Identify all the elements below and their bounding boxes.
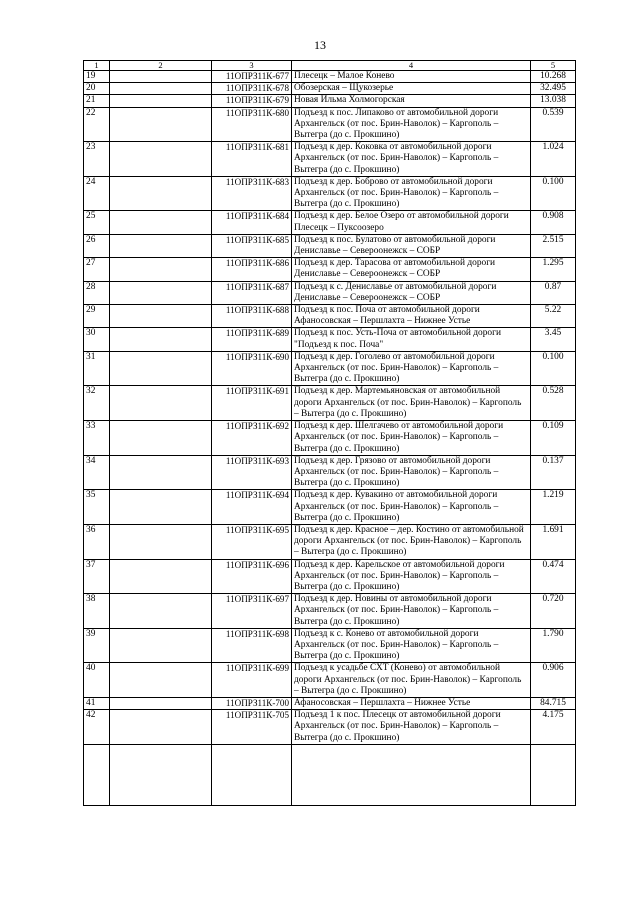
road-length-cell: 32.495 [531, 83, 576, 95]
road-name-cell: Плесецк – Малое Конево [292, 71, 531, 83]
road-name-cell: Подъезд к дер. Тарасова от автомобильной дороги Дениславье – Североонежск – СОБР [292, 258, 531, 281]
road-name-cell: Подъезд к дер. Новины от автомобильной дороги Архангельск (от пос. Брин-Наволок) – Каргополь – Вытегра (до с. Прокшино) [292, 594, 531, 629]
row-number-cell: 30 [84, 328, 110, 351]
road-id-cell: 11ОПРЗ11К-688 [212, 305, 292, 328]
empty-cell [110, 421, 212, 456]
row-number-cell: 26 [84, 234, 110, 257]
road-name-cell: Афаносовская – Першлахта – Нижнее Устье [292, 697, 531, 709]
road-length-cell: 1.024 [531, 142, 576, 177]
road-name-cell: Подъезд к дер. Коковка от автомобильной дороги Архангельск (от пос. Брин-Наволок) – Каргополь – Вытегра (до с. Прокшино) [292, 142, 531, 177]
road-id-cell: 11ОПРЗ11К-691 [212, 386, 292, 421]
road-length-cell: 1.219 [531, 490, 576, 525]
road-name-cell: Подъезд к дер. Карельское от автомобильной дороги Архангельск (от пос. Брин-Наволок) – Каргополь – Вытегра (до с. Прокшино) [292, 559, 531, 594]
column-number-5: 5 [531, 61, 576, 71]
road-name-cell: Подъезд к с. Конево от автомобильной дороги Архангельск (от пос. Брин-Наволок) – Каргополь – Вытегра (до с. Прокшино) [292, 628, 531, 663]
table-row [84, 559, 576, 594]
empty-cell [110, 594, 212, 629]
table-row [84, 83, 576, 95]
table-row [84, 71, 576, 83]
road-length-cell: 13.038 [531, 95, 576, 107]
road-name-cell: Подъезд к дер. Боброво от автомобильной дороги Архангельск (от пос. Брин-Наволок) – Каргополь – Вытегра (до с. Прокшино) [292, 176, 531, 211]
row-number-cell: 19 [84, 71, 110, 83]
table-row [84, 455, 576, 490]
road-id-cell: 11ОПРЗ11К-679 [212, 95, 292, 107]
column-number-2: 2 [110, 61, 212, 71]
table-row [84, 490, 576, 525]
road-id-cell: 11ОПРЗ11К-677 [212, 71, 292, 83]
empty-cell [110, 697, 212, 709]
road-length-cell: 0.109 [531, 421, 576, 456]
row-number-cell: 40 [84, 663, 110, 698]
column-number-header-row [84, 61, 576, 71]
row-number-cell: 39 [84, 628, 110, 663]
road-length-cell: 2.515 [531, 234, 576, 257]
table-row [84, 281, 576, 304]
empty-cell [110, 744, 212, 805]
road-id-cell: 11ОПРЗ11К-694 [212, 490, 292, 525]
road-length-cell: 0.906 [531, 663, 576, 698]
table-row [84, 258, 576, 281]
empty-cell [110, 71, 212, 83]
road-id-cell: 11ОПРЗ11К-697 [212, 594, 292, 629]
road-length-cell: 0.100 [531, 351, 576, 386]
road-id-cell: 11ОПРЗ11К-696 [212, 559, 292, 594]
column-number-1: 1 [84, 61, 110, 71]
row-number-cell: 28 [84, 281, 110, 304]
road-id-cell: 11ОПРЗ11К-693 [212, 455, 292, 490]
road-length-cell: 3.45 [531, 328, 576, 351]
road-length-cell: 0.908 [531, 211, 576, 234]
road-name-cell: Подъезд к дер. Красное – дер. Костино от автомобильной дороги Архангельск (от пос. Брин-Наволок) – Каргополь – Вытегра (до с. Прокшино) [292, 524, 531, 559]
table-row [84, 386, 576, 421]
row-number-cell: 24 [84, 176, 110, 211]
road-length-cell: 5.22 [531, 305, 576, 328]
road-id-cell: 11ОПРЗ11К-698 [212, 628, 292, 663]
road-id-cell: 11ОПРЗ11К-695 [212, 524, 292, 559]
road-length-cell: 84.715 [531, 697, 576, 709]
empty-cell [84, 744, 110, 805]
road-name-cell: Подъезд к дер. Мартемьяновская от автомобильной дороги Архангельск (от пос. Брин-Наволок) – Каргополь – Вытегра (до с. Прокшино) [292, 386, 531, 421]
road-name-cell: Подъезд к дер. Грязово от автомобильной дороги Архангельск (от пос. Брин-Наволок) – Каргополь – Вытегра (до с. Прокшино) [292, 455, 531, 490]
row-number-cell: 38 [84, 594, 110, 629]
road-length-cell: 0.87 [531, 281, 576, 304]
row-number-cell: 31 [84, 351, 110, 386]
table-body [84, 61, 576, 806]
road-length-cell: 1.691 [531, 524, 576, 559]
table-row [84, 234, 576, 257]
road-id-cell: 11ОПРЗ11К-687 [212, 281, 292, 304]
empty-cell [110, 351, 212, 386]
row-number-cell: 41 [84, 697, 110, 709]
empty-cell [212, 744, 292, 805]
row-number-cell: 20 [84, 83, 110, 95]
row-number-cell: 27 [84, 258, 110, 281]
table-row [84, 107, 576, 142]
empty-cell [110, 710, 212, 745]
road-name-cell: Подъезд к пос. Булатово от автомобильной дороги Дениславье – Североонежск – СОБР [292, 234, 531, 257]
road-name-cell: Подъезд к пос. Поча от автомобильной дороги Афаносовская – Першлахта – Нижнее Устье [292, 305, 531, 328]
row-number-cell: 34 [84, 455, 110, 490]
road-length-cell: 4.175 [531, 710, 576, 745]
road-length-cell: 0.474 [531, 559, 576, 594]
road-id-cell: 11ОПРЗ11К-683 [212, 176, 292, 211]
empty-cell [110, 211, 212, 234]
table-row [84, 524, 576, 559]
road-id-cell: 11ОПРЗ11К-690 [212, 351, 292, 386]
road-length-cell: 0.720 [531, 594, 576, 629]
road-id-cell: 11ОПРЗ11К-689 [212, 328, 292, 351]
road-id-cell: 11ОПРЗ11К-684 [212, 211, 292, 234]
table-row [84, 710, 576, 745]
road-length-cell: 1.295 [531, 258, 576, 281]
empty-cell [110, 663, 212, 698]
road-id-cell: 11ОПРЗ11К-686 [212, 258, 292, 281]
row-number-cell: 32 [84, 386, 110, 421]
table-row [84, 421, 576, 456]
road-id-cell: 11ОПРЗ11К-680 [212, 107, 292, 142]
table-row [84, 594, 576, 629]
table-row [84, 176, 576, 211]
empty-cell [110, 490, 212, 525]
road-name-cell: Подъезд 1 к пос. Плесецк от автомобильной дороги Архангельск (от пос. Брин-Наволок) – Каргополь – Вытегра (до с. Прокшино) [292, 710, 531, 745]
empty-cell [110, 83, 212, 95]
table-row [84, 95, 576, 107]
road-id-cell: 11ОПРЗ11К-681 [212, 142, 292, 177]
table-row [84, 628, 576, 663]
page-number: 13 [314, 38, 326, 52]
table-row [84, 351, 576, 386]
empty-cell [110, 234, 212, 257]
empty-cell [110, 281, 212, 304]
row-number-cell: 22 [84, 107, 110, 142]
road-id-cell: 11ОПРЗ11К-692 [212, 421, 292, 456]
column-number-3: 3 [212, 61, 292, 71]
road-id-cell: 11ОПРЗ11К-705 [212, 710, 292, 745]
road-length-cell: 0.539 [531, 107, 576, 142]
road-name-cell: Обозерская – Щукозерье [292, 83, 531, 95]
table-continuation-row [84, 744, 576, 805]
road-name-cell: Новая Ильма Холмогорская [292, 95, 531, 107]
empty-cell [531, 744, 576, 805]
empty-cell [292, 744, 531, 805]
road-id-cell: 11ОПРЗ11К-700 [212, 697, 292, 709]
table-row [84, 142, 576, 177]
road-length-cell: 0.100 [531, 176, 576, 211]
row-number-cell: 29 [84, 305, 110, 328]
road-name-cell: Подъезд к пос. Липаково от автомобильной дороги Архангельск (от пос. Брин-Наволок) – Каргополь – Вытегра (до с. Прокшино) [292, 107, 531, 142]
row-number-cell: 33 [84, 421, 110, 456]
empty-cell [110, 258, 212, 281]
road-name-cell: Подъезд к пос. Усть-Поча от автомобильной дороги "Подъезд к пос. Поча" [292, 328, 531, 351]
empty-cell [110, 455, 212, 490]
empty-cell [110, 328, 212, 351]
road-id-cell: 11ОПРЗ11К-678 [212, 83, 292, 95]
table-row [84, 328, 576, 351]
road-name-cell: Подъезд к дер. Кувакино от автомобильной дороги Архангельск (от пос. Брин-Наволок) – Каргополь – Вытегра (до с. Прокшино) [292, 490, 531, 525]
table-row [84, 305, 576, 328]
road-name-cell: Подъезд к усадьбе СХТ (Конево) от автомобильной дороги Архангельск (от пос. Брин-Наволок) – Каргополь – Вытегра (до с. Прокшино) [292, 663, 531, 698]
road-length-cell: 0.528 [531, 386, 576, 421]
empty-cell [110, 305, 212, 328]
row-number-cell: 21 [84, 95, 110, 107]
road-name-cell: Подъезд к дер. Белое Озеро от автомобильной дороги Плесецк – Пуксоозеро [292, 211, 531, 234]
road-length-cell: 1.790 [531, 628, 576, 663]
road-name-cell: Подъезд к дер. Гоголево от автомобильной дороги Архангельск (от пос. Брин-Наволок) – Каргополь – Вытегра (до с. Прокшино) [292, 351, 531, 386]
row-number-cell: 37 [84, 559, 110, 594]
empty-cell [110, 95, 212, 107]
empty-cell [110, 142, 212, 177]
row-number-cell: 36 [84, 524, 110, 559]
road-id-cell: 11ОПРЗ11К-685 [212, 234, 292, 257]
road-name-cell: Подъезд к дер. Шелгачево от автомобильной дороги Архангельск (от пос. Брин-Наволок) – Каргополь – Вытегра (до с. Прокшино) [292, 421, 531, 456]
empty-cell [110, 107, 212, 142]
road-name-cell: Подъезд к с. Дениславье от автомобильной дороги Дениславье – Североонежск – СОБР [292, 281, 531, 304]
road-length-cell: 10.268 [531, 71, 576, 83]
table-row [84, 663, 576, 698]
row-number-cell: 35 [84, 490, 110, 525]
empty-cell [110, 524, 212, 559]
road-registry-table [83, 60, 576, 806]
column-number-4: 4 [292, 61, 531, 71]
row-number-cell: 25 [84, 211, 110, 234]
row-number-cell: 42 [84, 710, 110, 745]
table-row [84, 211, 576, 234]
empty-cell [110, 176, 212, 211]
empty-cell [110, 628, 212, 663]
table-row [84, 697, 576, 709]
row-number-cell: 23 [84, 142, 110, 177]
road-length-cell: 0.137 [531, 455, 576, 490]
empty-cell [110, 559, 212, 594]
empty-cell [110, 386, 212, 421]
road-id-cell: 11ОПРЗ11К-699 [212, 663, 292, 698]
